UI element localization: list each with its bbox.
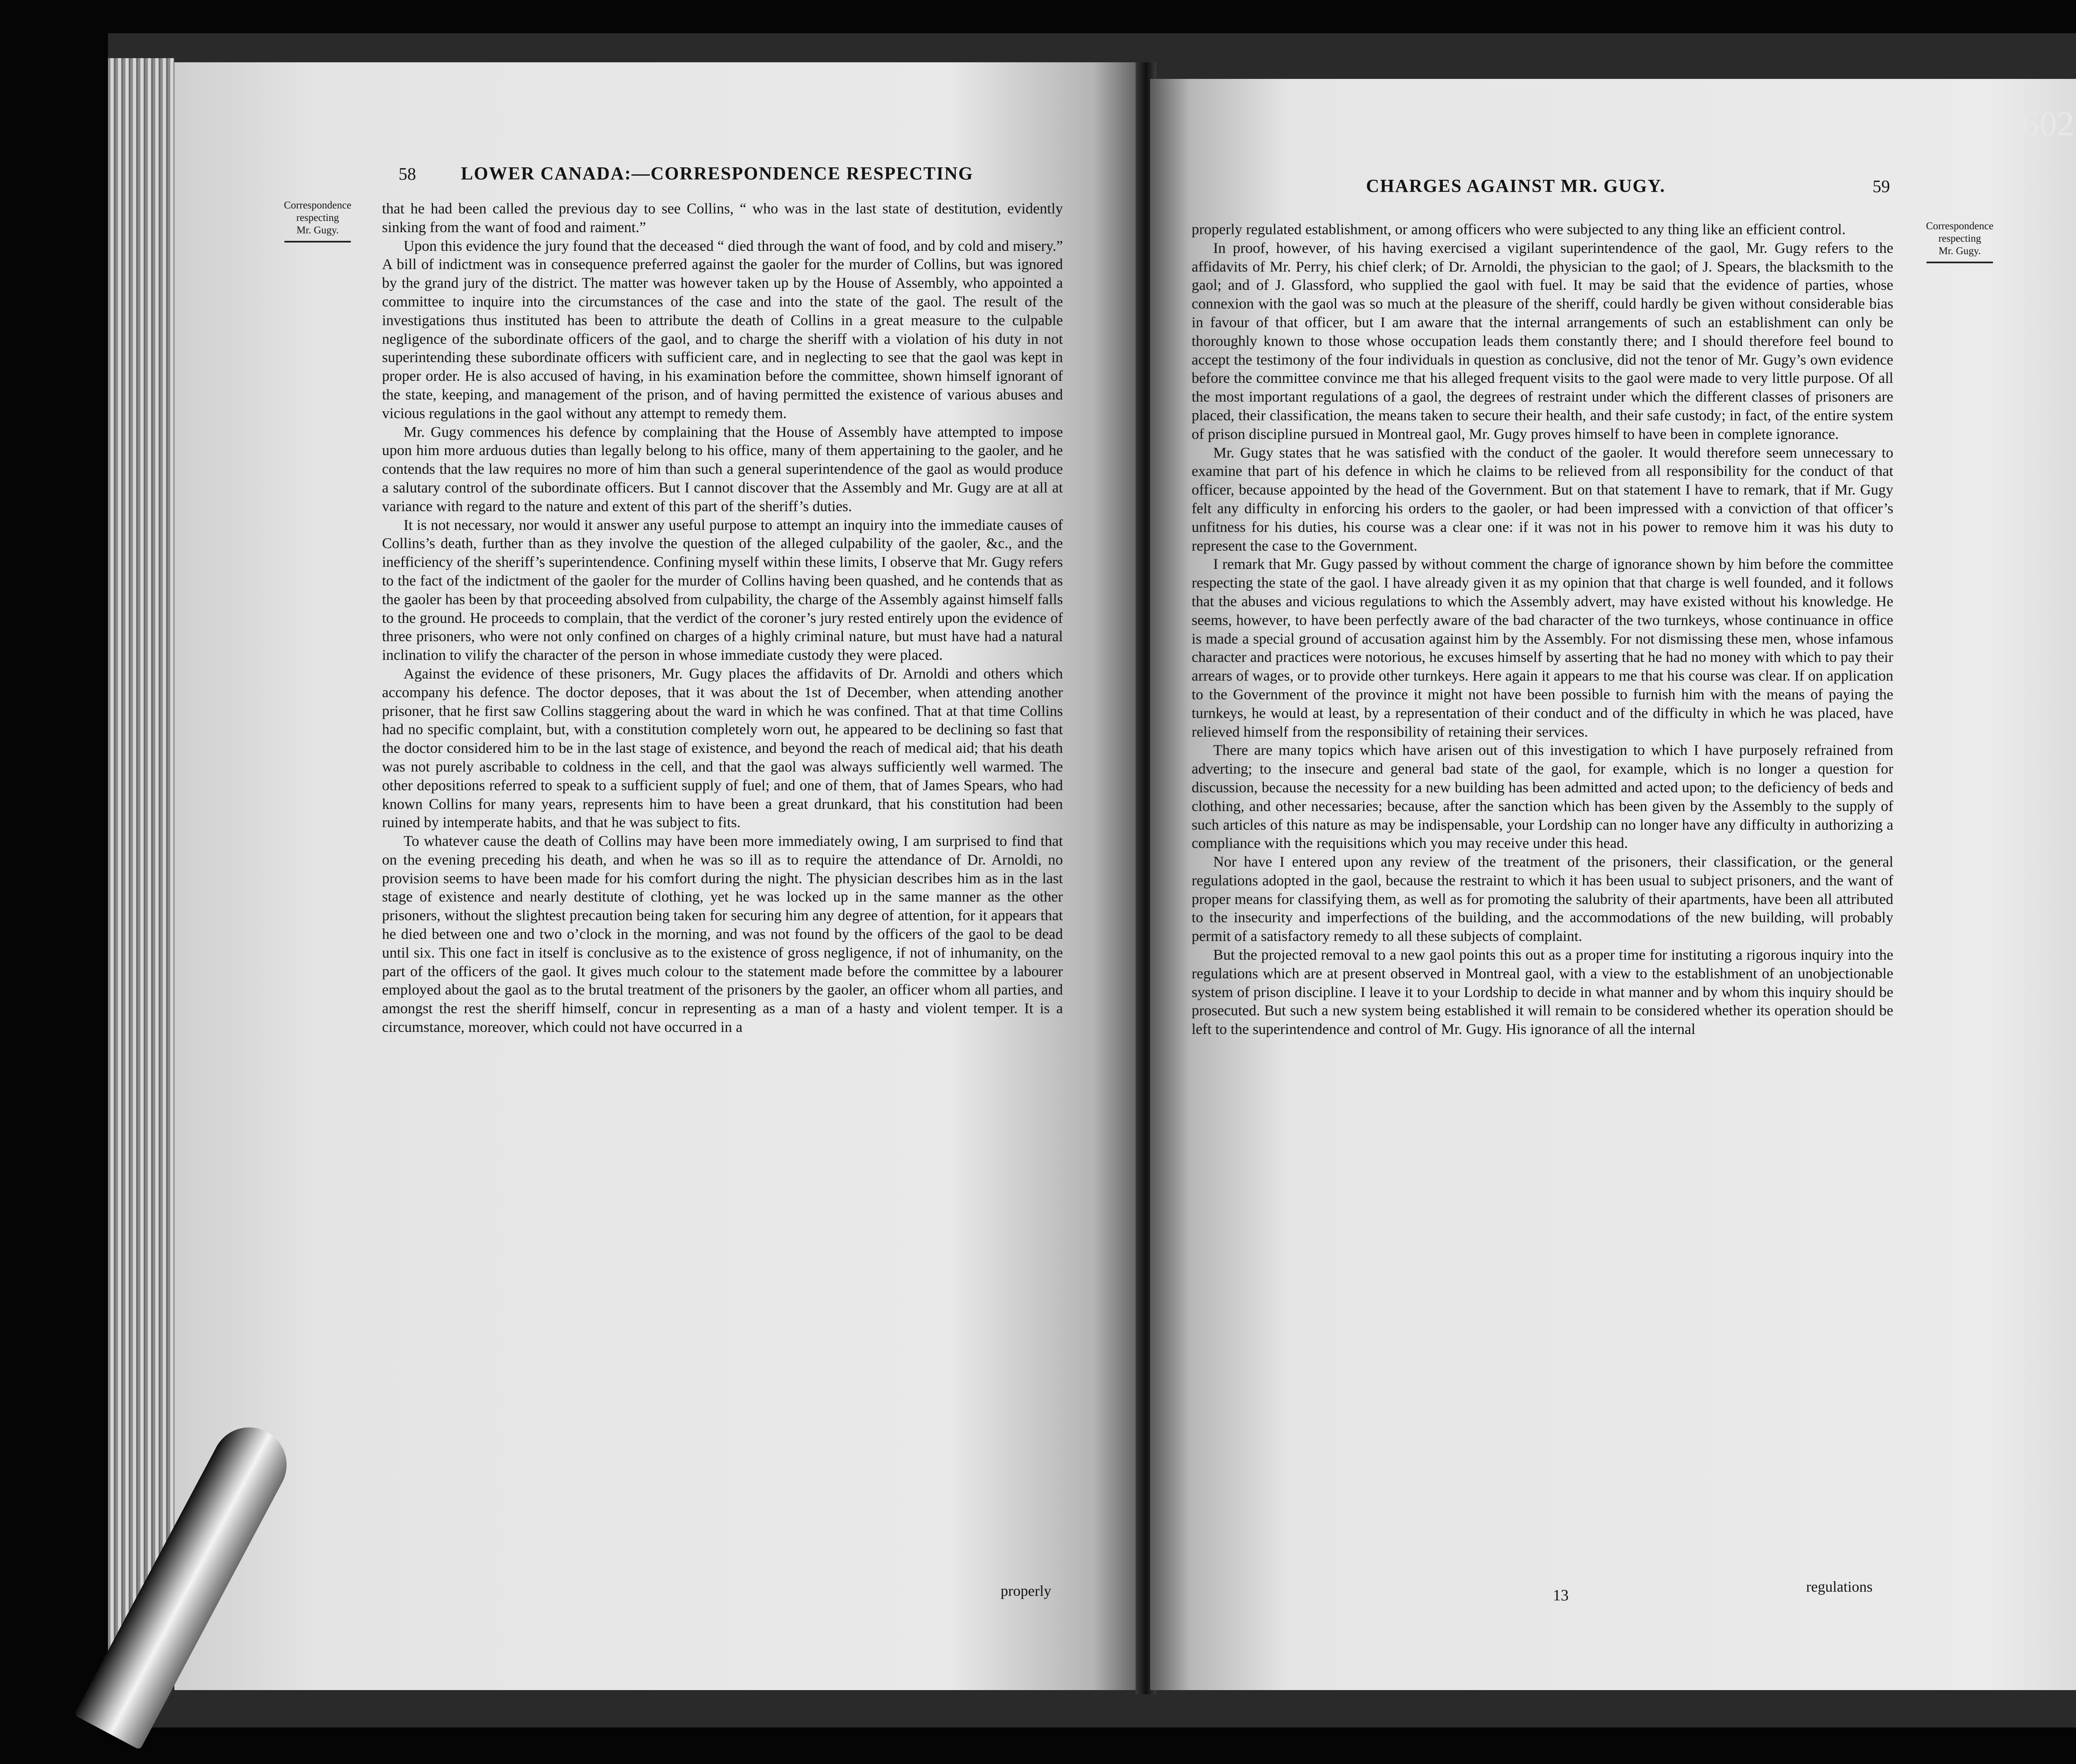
paragraph: properly regulated establishment, or among officers who were subjected to any thing like an efficient control. xyxy=(1192,221,1846,238)
right-page-number: 59 xyxy=(1873,177,1890,196)
left-running-head: LOWER CANADA:—CORRESPONDENCE RESPECTING xyxy=(461,163,974,184)
sidenote-line: Correspondence xyxy=(1926,220,1994,232)
right-body-text xyxy=(1192,220,1893,1039)
paragraph: that he had been called the previous day to see Collins, “ who was in the last state of destitution, evidently sinking from the want of food and raiment.” xyxy=(382,200,1063,235)
sidenote-line: Correspondence xyxy=(284,200,352,211)
paragraph: Upon this evidence the jury found that the deceased “ died through the want of food, and by cold and misery.” A bill of indictment was in consequence preferred against the gaoler for the murder of Collins, but was ignored by the grand jury of the district. The matter was however taken up by the House of Assembly, who appointed a committee to inquire into the circumstances of the case and into the state of the gaol. The result of the investigations thus instituted has been to attribute the death of Collins in a great measure to the culpable negligence of the subordinate officers of the gaol, and to charge the sheriff with a violation of his duty in not superintending these subordinate officers with sufficient care, and in neglecting to see that the gaol was kept in proper order. He is also accused of having, in his examination before the committee, shown himself ignorant of the state, keeping, and management of the prison, and of having permitted the existence of various abuses and vicious regulations in the gaol without any attempt to remedy them. xyxy=(382,237,1063,421)
sidenote-rule xyxy=(1927,262,1993,263)
folio-stamp: 602 xyxy=(2022,105,2074,143)
sidenote-line: respecting xyxy=(1938,233,1981,244)
left-body-text xyxy=(382,199,1063,1036)
sidenote-rule xyxy=(284,241,351,243)
right-catchword: regulations xyxy=(1806,1578,1873,1595)
paragraph: I remark that Mr. Gugy passed by without comment the charge of ignorance shown by him before the committee respecting the state of the gaol. I have already given it as my opinion that that charge is well founded, and it follows that the abuses and vicious regulations to which the Assembly advert, may have existed without his knowledge. He seems, however, to have been perfectly aware of the bad character of the two turnkeys, whose continuance in office is made a special ground of accusation against him by the Assembly. For not dismissing these men, whose infamous character and practices were notorious, he excuses himself by asserting that he had no money with which to pay their arrears of wages, or to provide other turnkeys. Here again it appears to me that his course was clear. If on application to the Government of the province it might not have been possible to furnish him with the means of paying the turnkeys, he would at least, by a representation of their conduct and of the difficulty in which he was placed, have relieved himself from the responsibility of retaining their services. xyxy=(1192,556,1893,740)
left-page-edges xyxy=(108,58,174,1678)
right-running-head: CHARGES AGAINST MR. GUGY. xyxy=(1366,176,1666,196)
right-page xyxy=(1150,79,2076,1690)
paragraph: Nor have I entered upon any review of the treatment of the prisoners, their classification, or the general regulations adopted in the gaol, because the restraint to which it has been usual to subject prisoners, and the want of proper means for classifying them, as well as for promoting the salubrity of their apartments, have been all attributed to the insecurity and imperfections of the building, and the accommodations of the new building, will probably permit of a satisfactory remedy to all these subjects of complaint. xyxy=(1192,853,1893,945)
paragraph: There are many topics which have arisen out of this investigation to which I have purposely refrained from adverting; to the insecure and general bad state of the gaol, for example, which is no longer a question for discussion, because the necessity for a new building has been admitted and acted upon; to the deficiency of beds and clothing, and other necessaries; because, after the sanction which has been given by the Assembly to the supply of such articles of this nature as may be indispensable, your Lordship can no longer have any difficulty in authorizing a compliance with the requisitions which you may receive under this head. xyxy=(1192,742,1893,852)
left-catchword: properly xyxy=(1001,1583,1051,1599)
paragraph: But the projected removal to a new gaol points this out as a proper time for instituting a rigorous inquiry into the regulations which are at present observed in Montreal gaol, with a view to the establishment of an unobjectionable system of prison discipline. I leave it to your Lordship to decide in what manner and by whom this inquiry should be prosecuted. But such a new system being established it will remain to be considered whether its operation should be left to the superintendence and control of Mr. Gugy. His ignorance of all the internal xyxy=(1192,946,1893,1038)
paragraph: Against the evidence of these prisoners, Mr. Gugy places the affidavits of Dr. Arnoldi and others which accompany his defence. The doctor deposes, that it was about the 1st of December, when attending another prisoner, that he first saw Collins staggering about the ward in which he was confined. That at that time Collins had no specific complaint, but, with a constitution completely worn out, he appeared to be declining so fast that the doctor considered him to be in the last stage of existence, and beyond the reach of medical aid; that his death was not purely ascribable to coldness in the cell, and that the gaol was always sufficiently well warmed. The other depositions referred to speak to a sufficient supply of fuel; and one of them, that of James Spears, who had known Collins for many years, represents him to have been a great drunkard, that his constitution had been ruined by intemperate habits, and that he was subject to fits. xyxy=(382,665,1063,831)
left-page xyxy=(174,62,1142,1690)
right-sidenote xyxy=(1906,220,2014,263)
sidenote-line: Mr. Gugy. xyxy=(1939,245,1981,257)
paragraph: To whatever cause the death of Collins may have been more immediately owing, I am surprised to find that on the evening preceding his death, and when he was so ill as to require the attendance of Dr. Arnoldi, no provision seems to have been made for his comfort during the night. The physician describes him as in the last stage of existence and nearly destitute of clothing, yet he was locked up in the same manner as the other prisoners, without the slightest precaution being taken for securing him any degree of attention, for it appears that he died between one and two o’clock in the morning, and was not found by the officers of the gaol to be dead until six. This one fact in itself is conclusive as to the existence of gross negligence, if not of inhumanity, on the part of the officers of the gaol. It gives much colour to the statement made before the committee by a labourer employed about the gaol as to the brutal treatment of the prisoners by the gaoler, an officer whom all parties, and amongst the rest the sheriff himself, concur in representing as a man of a hasty and violent temper. It is a circumstance, moreover, which could not have occurred in a xyxy=(382,833,1063,1036)
left-page-number: 58 xyxy=(399,165,416,184)
sidenote-line: respecting xyxy=(296,212,339,223)
paragraph: Mr. Gugy commences his defence by complaining that the House of Assembly have attempted to impose upon him more arduous duties than legally belong to his office, many of them appertaining to the gaoler, and he contends that the law requires no more of him than such a general superintendence of the gaol as would produce a salutary control of the subordinate officers. But I cannot discover that the Assembly and Mr. Gugy are at all at variance with regard to the nature and extent of this part of the sheriff’s duties. xyxy=(382,423,1063,514)
paragraph: Mr. Gugy states that he was satisfied with the conduct of the gaoler. It would therefore seem unnecessary to examine that part of his defence in which he claims to be relieved from all responsibility for the conduct of that officer, because appointed by the head of the Government. But on that statement I have to remark, that if Mr. Gugy felt any difficulty in enforcing his orders to the gaoler, or had been impressed with a conviction of that officer’s unfitness for his duties, his course was a clear one: if it was not in his power to remove him it was his duty to represent the case to the Government. xyxy=(1192,444,1893,554)
signature-mark: 13 xyxy=(1553,1587,1569,1604)
paragraph: In proof, however, of his having exercised a vigilant superintendence of the gaol, Mr. Gugy refers to the affidavits of Mr. Perry, his chief clerk; of Dr. Arnoldi, the physician to the gaol; of J. Spears, the blacksmith to the gaol; and of J. Glassford, who supplied the gaol with fuel. It may be said that the evidence of parties, whose connexion with the gaol was so much at the pleasure of the sheriff, could hardly be given without considerable bias in favour of that officer, but I am aware that the internal arrangements of such an establishment can only be thoroughly known to those whose occupation leads them constantly there; and I should therefore feel bound to accept the testimony of the four individuals in question as conclusive, did not the tenor of Mr. Gugy’s own evidence before the committee convince me that his alleged frequent visits to the gaol were made to very little purpose. Of all the most important regulations of a gaol, the degrees of restraint under which the different classes of prisoners are placed, their classification, the means taken to secure their health, and their safe custody; in fact, of the entire system of prison discipline pursued in Montreal gaol, Mr. Gugy proves himself to have been in complete ignorance. xyxy=(1192,239,1893,442)
left-sidenote xyxy=(264,199,372,243)
paragraph: It is not necessary, nor would it answer any useful purpose to attempt an inquiry into the immediate causes of Collins’s death, further than as they involve the question of the alleged culpability of the gaoler, &c., and the inefficiency of the sheriff’s superintendence. Confining myself within these limits, I observe that Mr. Gugy refers to the fact of the indictment of the gaoler for the murder of Collins having been quashed, and he contends that as the gaoler has been by that proceeding absolved from culpability, the charge of the Assembly against himself falls to the ground. He proceeds to complain, that the verdict of the coroner’s jury rested entirely upon the evidence of three prisoners, who were not only confined on charges of a highly criminal nature, but must have had a natural inclination to vilify the character of the person in whose immediate custody they were placed. xyxy=(382,516,1063,664)
sidenote-line: Mr. Gugy. xyxy=(296,225,339,236)
